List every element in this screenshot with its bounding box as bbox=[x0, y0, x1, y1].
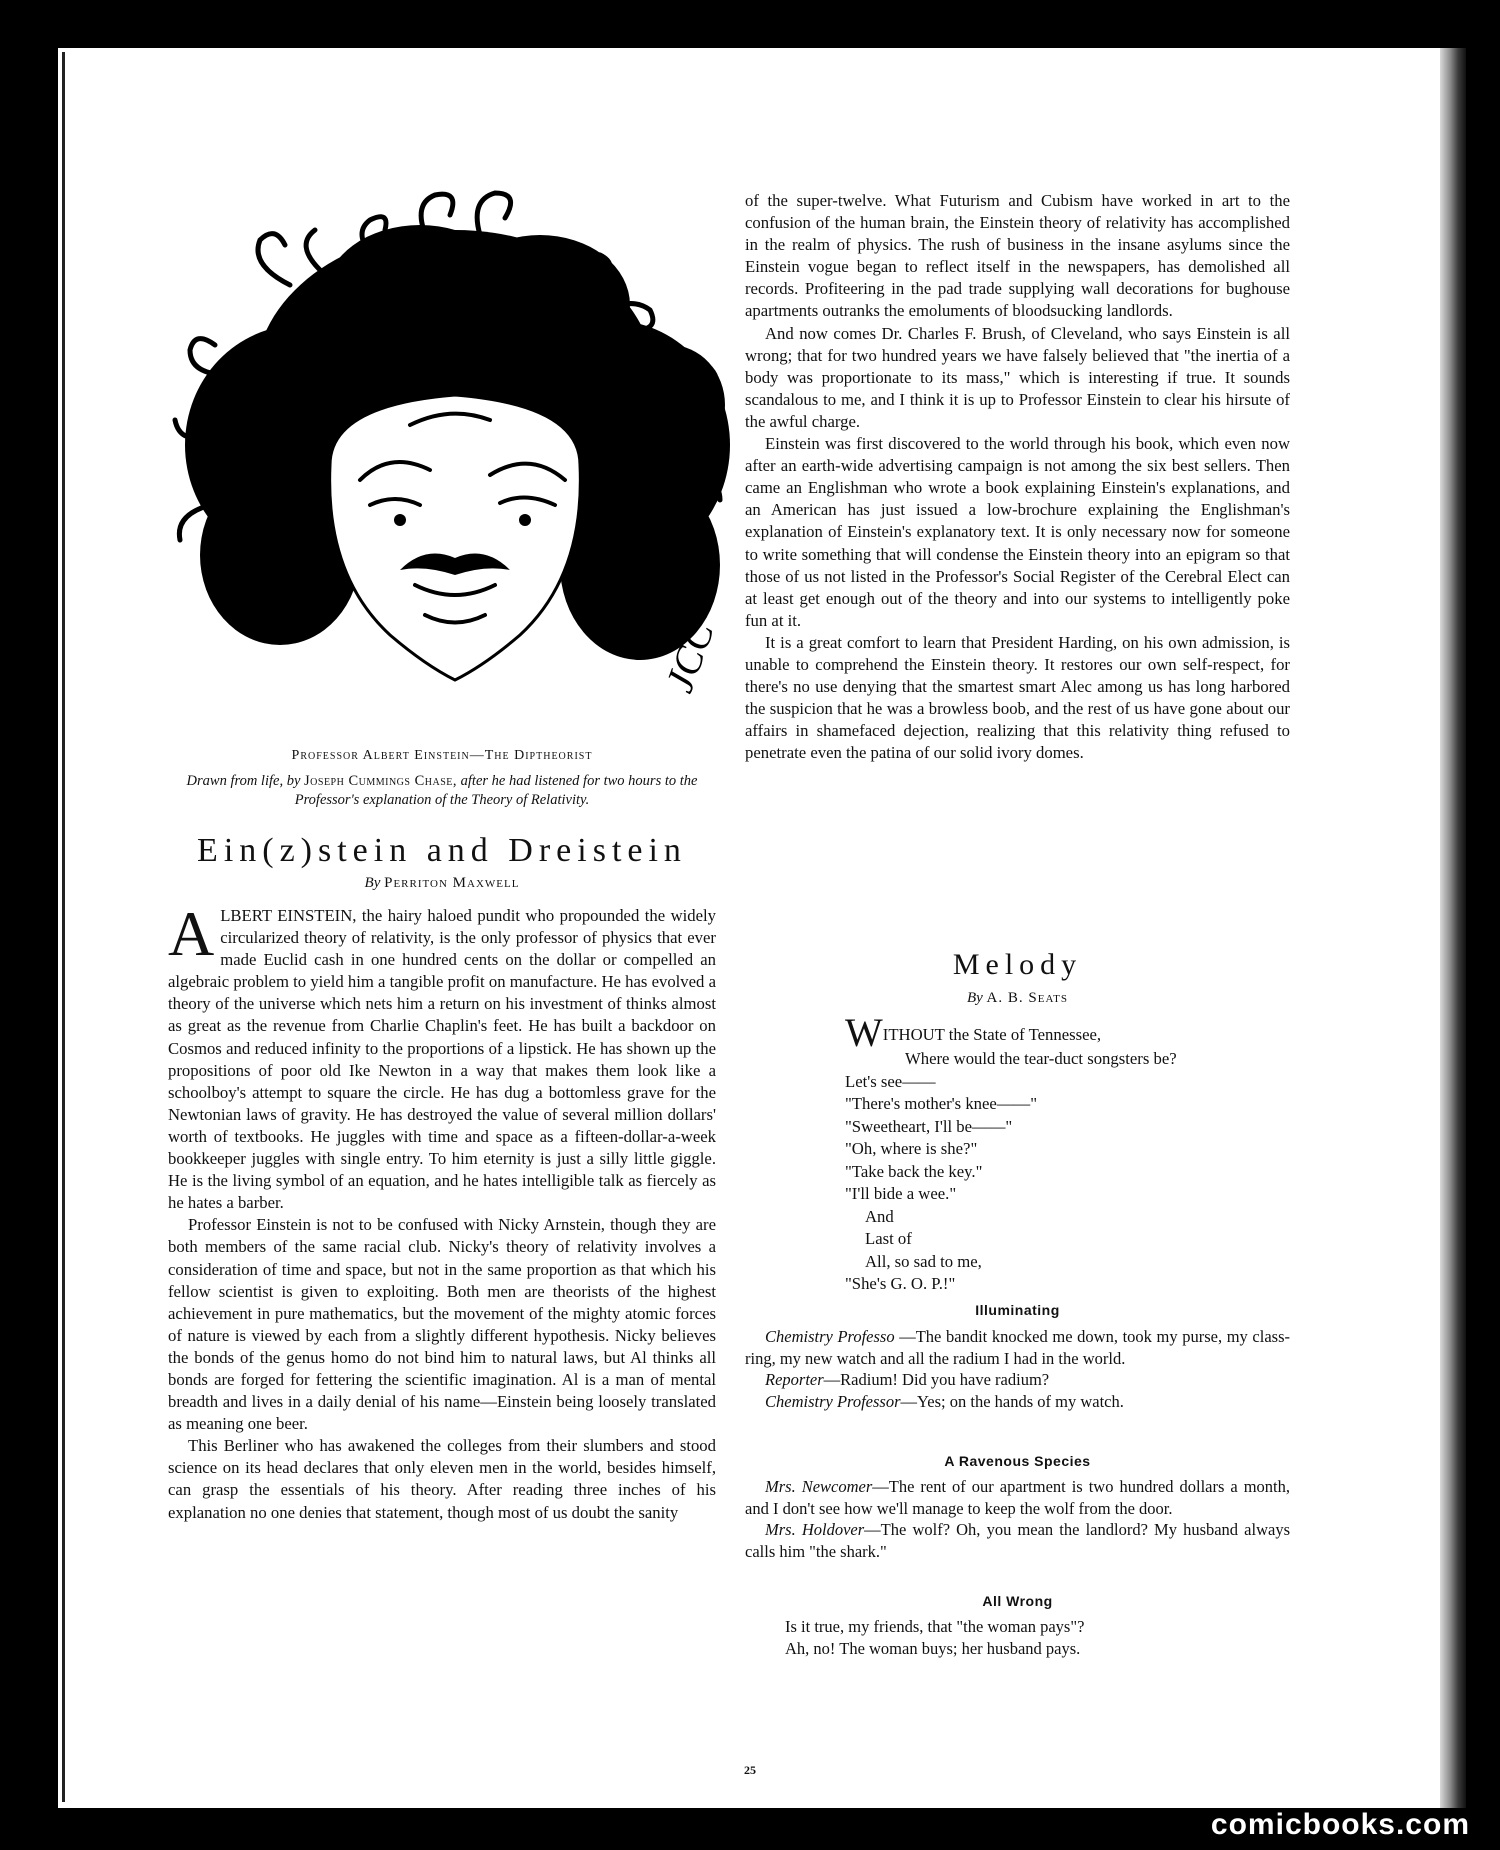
poem-line: Where would the tear-duct songsters be? bbox=[905, 1049, 1177, 1068]
paragraph: of the super-twelve. What Futurism and Cubism have worked in art to the confusion of the human brain, the Einstein theory of relativity has accomplished in the realm of physics. The rush of business in the insane asylums since the Einstein vogue began to reflect itself in the newspapers, has demolished all records. Profiteering in the pad trade supplying wall decorations for bughouse apartments outranks the emoluments of bloodsucking landlords. bbox=[745, 191, 1290, 321]
poem-line: "Take back the key." bbox=[845, 1161, 983, 1181]
dialogue-line: Reporter—Radium! Did you have radium? bbox=[765, 1370, 1050, 1390]
verse-line: Ah, no! The woman buys; her husband pays. bbox=[785, 1638, 1081, 1658]
joke-title: Illuminating bbox=[975, 1302, 1060, 1318]
poem-body bbox=[845, 1010, 1285, 1296]
paragraph: This Berliner who has awakened the colleges from their slumbers and stood science on its head declares that only eleven men in the world, besides himself, can grasp the essentials of his theory. After reading three inches of his explanation no one denies that statement, though most of us doubt the sanity bbox=[168, 1436, 716, 1522]
paragraph: It is a great comfort to learn that President Harding, on his own admission, is unable to comprehend the Einstein theory. It restores our own self-respect, for there's no use denying that the smartest smart Alec among us has long harbored the suspicion that he was a browless boob, and the rest of us have gone about our affairs in shamefaced dejection, realizing that this relativity thing refused to penetrate even the patina of our solid ivory domes. bbox=[745, 632, 1290, 763]
poem-line: "She's G. O. P.!" bbox=[845, 1274, 956, 1293]
page-number: 25 bbox=[744, 1763, 756, 1777]
poem-line: Last of bbox=[865, 1229, 912, 1248]
poem-line: Let's see—— bbox=[845, 1071, 936, 1091]
poem-line: "I'll bide a wee." bbox=[845, 1184, 957, 1203]
joke-illuminating bbox=[745, 1326, 1290, 1412]
dialogue-line: Chemistry Professor—Yes; on the hands of my watch. bbox=[765, 1391, 1124, 1411]
dialogue-line: Mrs. Newcomer—The rent of our apartment is two hundred dollars a month, and I don't see how we'll manage to keep the wolf from the door. bbox=[745, 1477, 1290, 1518]
article-title: Ein(z)stein and Dreistein bbox=[197, 832, 687, 869]
poem-line: And bbox=[865, 1206, 894, 1226]
joke-ravenous-species bbox=[745, 1476, 1290, 1562]
watermark: comicbooks.com bbox=[1210, 1808, 1470, 1841]
joke-title: A Ravenous Species bbox=[944, 1453, 1091, 1469]
page-edge-shadow bbox=[1440, 48, 1466, 1808]
poem-line: "There's mother's knee——" bbox=[845, 1094, 1038, 1113]
drop-cap: W bbox=[845, 1010, 883, 1055]
poem-title: Melody bbox=[952, 948, 1083, 981]
poem-byline: By A. B. Seats bbox=[966, 990, 1069, 1006]
paragraph: Einstein was first discovered to the world through his book, which even now after an earth-wide advertising campaign is not among the six best sellers. Then came an Englishman who wrote a book explaining Einstein's explanations, and an American has just issued a low-brochure explaining the Englishman's explanation of Einstein's explanatory text. It is only necessary now for someone to write something that will condense the Einstein theory into an epigram so that those of us not listed in the Professor's Social Register of the Cerebral Elect can at least get enough out of the theory and into our systems to intelligently poke fun at it. bbox=[745, 434, 1290, 630]
poem-line: WITHOUT the State of Tennessee, bbox=[845, 1010, 1102, 1055]
dialogue-line: Mrs. Holdover—The wolf? Oh, you mean the landlord? My husband always calls him "the shark." bbox=[745, 1520, 1291, 1561]
article-column-left bbox=[168, 898, 716, 1524]
poem-line: "Oh, where is she?" bbox=[845, 1139, 978, 1158]
einstein-caricature bbox=[170, 175, 730, 745]
illustration-caption-title: Professor Albert Einstein—The Diptheorist bbox=[291, 748, 593, 763]
joke-all-wrong bbox=[785, 1616, 1285, 1659]
paragraph: ALBERT EINSTEIN, the hairy haloed pundit who propounded the widely circularized theory of relativity, is the only professor of physics that ever made Euclid cash in one hundred cents on the dollar or compelled an algebraic problem to yield him a tangible profit on manufacture. He has evolved a theory of the universe which nets him a return on his investment of thinks almost as great as the revenue from Charlie Chaplin's feet. He has built a backdoor on Cosmos and reduced infinity to the proportions of a lipstick. He has shown up the propositions of poor old Ike Newton in a way that makes them look like a schoolboy's attempt to square the circle. He has dug a bottomless grave for the Newtonian laws of gravity. He has destroyed the value of several million dollars' worth of textbooks. He juggles with time and space as a fifteen-dollar-a-week bookkeeper juggles with single entry. To him eternity is just a silly little giggle. He is the living symbol of an equation, and he hates intelligible talk as fiercely as he hates a barber. bbox=[168, 898, 716, 1213]
face bbox=[330, 395, 581, 680]
article-byline: By Perriton Maxwell bbox=[364, 875, 520, 891]
illustration-credit: Drawn from life, by Joseph Cummings Chase, after he had listened for two hours to the Professor's explanation of the Theory of Relativity. bbox=[186, 773, 698, 808]
dialogue-line: Chemistry Professo —The bandit knocked me down, took my purse, my class-ring, my new watch and all the radium I had in the world. bbox=[745, 1327, 1290, 1368]
article-column-right bbox=[745, 190, 1290, 764]
binding-spine bbox=[62, 52, 65, 1802]
artist-signature: JCC bbox=[656, 615, 723, 699]
paragraph: And now comes Dr. Charles F. Brush, of Cleveland, who says Einstein is all wrong; that for two hundred years we have falsely believed that "the inertia of a body was proportionate to its mass," which is interesting if true. It sounds scandalous to me, and I think it is up to Professor Einstein to clear his hirsute of the awful charge. bbox=[745, 323, 1290, 431]
verse-line: Is it true, my friends, that "the woman pays"? bbox=[785, 1617, 1085, 1636]
poem-line: All, so sad to me, bbox=[865, 1251, 982, 1271]
joke-title: All Wrong bbox=[982, 1593, 1053, 1609]
poem-line: "Sweetheart, I'll be——" bbox=[845, 1116, 1013, 1136]
drop-cap: A bbox=[168, 898, 215, 969]
paragraph: Professor Einstein is not to be confused with Nicky Arnstein, though they are both members of the same racial club. Nicky's theory of relativity involves a consideration of time and space, but not in the same proportion as that which his fellow scientist is given to exploiting. Both men are theorists of the highest achievement in pure mathematics, but the movement of the mighty atomic forces of nature is viewed by each from a slightly different hypothesis. Nicky believes the bonds of the genus homo do not bind him to natural laws, but Al thinks all bonds are forged for fettering the scientific imagination. Al is a man of mental breadth and lives in a daily denial of his name—Einstein being loosely translated as meaning one beer. bbox=[168, 1215, 716, 1434]
